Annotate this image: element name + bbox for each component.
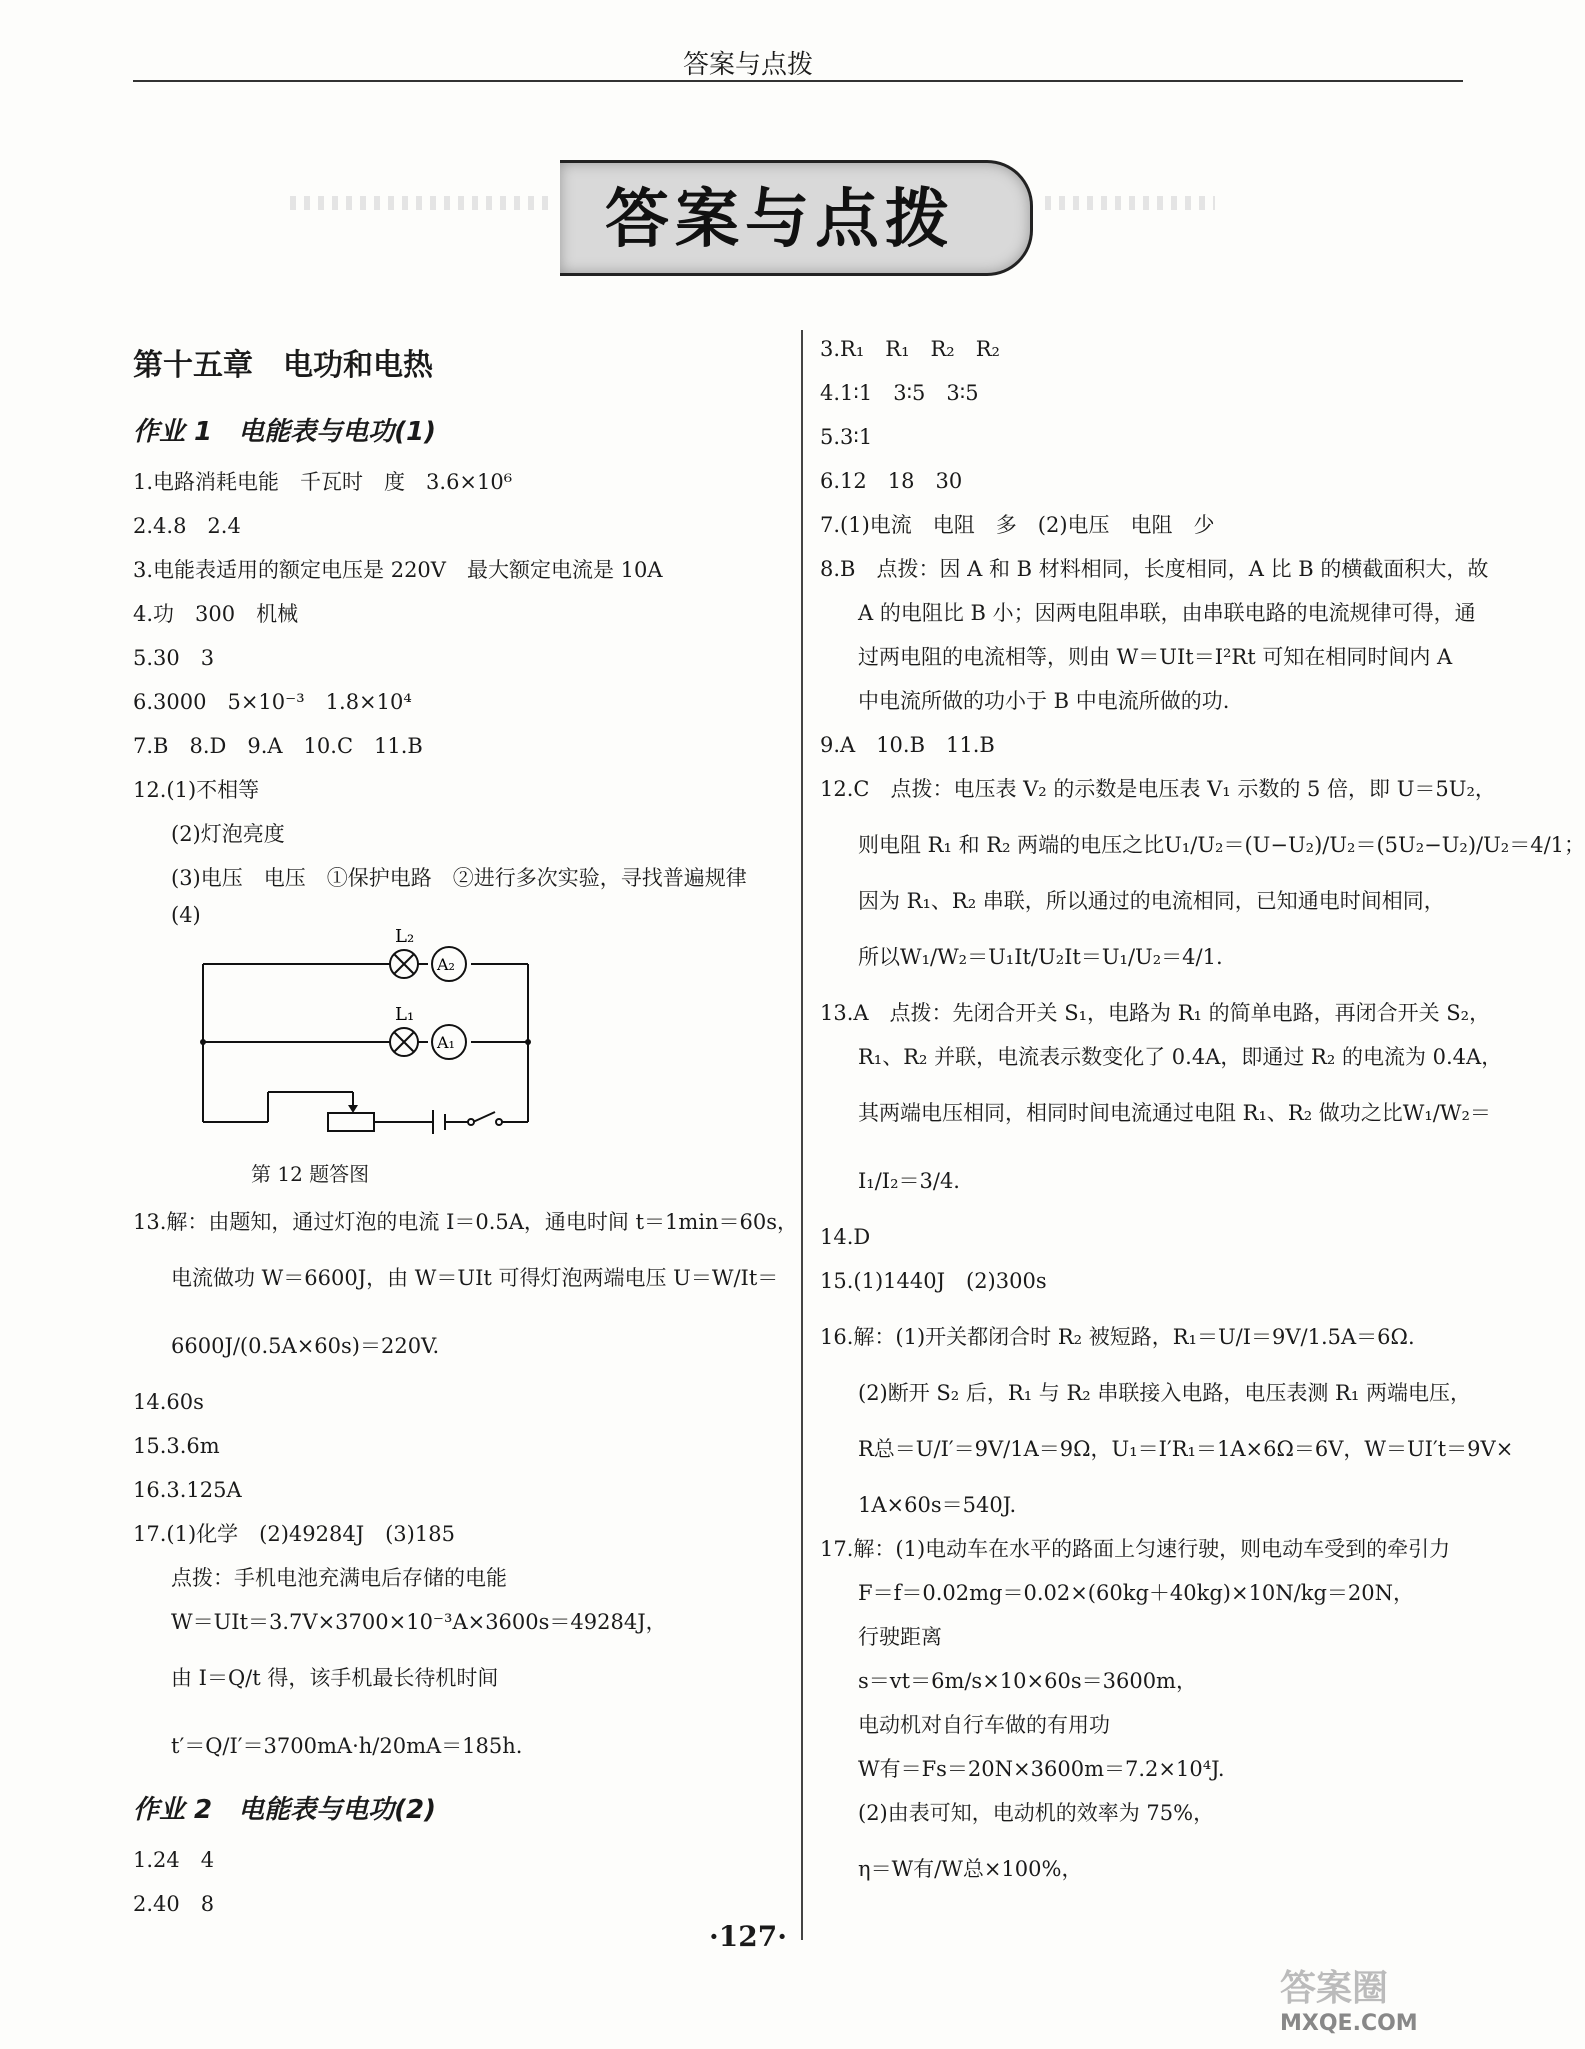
answer-line: 13.A 点拨：先闭合开关 S₁，电路为 R₁ 的简单电路，再闭合开关 S₂， xyxy=(820,1001,1491,1025)
banner-title: 答案与点拨 xyxy=(605,183,955,257)
answer-line: 7.(1)电流 电阻 多 (2)电压 电阻 少 xyxy=(820,513,1215,537)
watermark-url: MXQE.COM xyxy=(1280,2011,1418,2036)
answer-line: 13.解：由题知，通过灯泡的电流 I＝0.5A，通电时间 t＝1min＝60s， xyxy=(133,1210,799,1234)
header-rule xyxy=(133,80,1463,82)
answer-line: 9.A 10.B 11.B xyxy=(820,733,995,757)
answer-line: 2.4.8 2.4 xyxy=(133,514,241,538)
answer-line: 行驶距离 xyxy=(858,1625,942,1649)
lamp-l2-label: L₂ xyxy=(395,926,415,947)
answer-line: 由 I＝Q/t 得，该手机最长待机时间 xyxy=(171,1666,499,1690)
figure-caption: 第 12 题答图 xyxy=(251,1162,370,1186)
answer-line: 5.3∶1 xyxy=(820,425,873,449)
answer-line: 则电阻 R₁ 和 R₂ 两端的电压之比U₁/U₂＝(U−U₂)/U₂＝(5U₂−U₂)/U₂＝4/1； xyxy=(858,833,1585,857)
running-header: 答案与点拨 xyxy=(682,50,813,80)
answer-line: 14.60s xyxy=(133,1390,204,1414)
watermark-logo: 答案圈 xyxy=(1280,1968,1389,2009)
answer-line: (2)由表可知，电动机的效率为 75%， xyxy=(858,1801,1215,1825)
answer-line: (4) xyxy=(171,903,201,927)
lamp-l1-label: L₁ xyxy=(395,1004,415,1025)
answer-line: 4.1∶1 3∶5 3∶5 xyxy=(820,381,979,405)
answer-line: W有＝Fs＝20N×3600m＝7.2×10⁴J. xyxy=(858,1757,1225,1781)
answer-line: t′＝Q/I′＝3700mA·h/20mA＝185h. xyxy=(171,1734,523,1758)
answer-line: 其两端电压相同，相同时间电流通过电阻 R₁、R₂ 做功之比W₁/W₂＝ xyxy=(858,1101,1491,1125)
watermark xyxy=(1280,1960,1490,2040)
answer-line: 6.12 18 30 xyxy=(820,469,963,493)
answer-line: (3)电压 电压 ①保护电路 ②进行多次实验，寻找普遍规律 xyxy=(171,866,747,890)
answer-line: 15.3.6m xyxy=(133,1434,220,1458)
answer-line: (2)灯泡亮度 xyxy=(171,822,285,846)
banner-decoration-right xyxy=(1045,196,1215,210)
answer-line: 1.电路消耗电能 千瓦时 度 3.6×10⁶ xyxy=(133,470,513,494)
answer-line: F＝f＝0.02mg＝0.02×(60kg＋40kg)×10N/kg＝20N， xyxy=(858,1581,1415,1605)
answer-line: R₁、R₂ 并联，电流表示数变化了 0.4A，即通过 R₂ 的电流为 0.4A， xyxy=(858,1045,1503,1069)
ammeter-a2-label: A₂ xyxy=(437,955,455,974)
column-divider xyxy=(801,330,803,1940)
answer-line: 1A×60s＝540J. xyxy=(858,1493,1017,1517)
answer-line: 4.功 300 机械 xyxy=(133,602,299,626)
answer-line: 6600J/(0.5A×60s)＝220V. xyxy=(171,1334,440,1358)
answer-line: 12.(1)不相等 xyxy=(133,778,260,802)
chapter-title: 第十五章 电功和电热 xyxy=(133,348,433,383)
right-column xyxy=(820,327,1585,1903)
answer-line: 17.解：(1)电动车在水平的路面上匀速行驶，则电动车受到的牵引力 xyxy=(820,1537,1451,1561)
answer-line: 所以W₁/W₂＝U₁It/U₂It＝U₁/U₂＝4/1. xyxy=(858,945,1223,969)
answer-line: 16.3.125A xyxy=(133,1478,242,1502)
answer-line: 中电流所做的功小于 B 中电流所做的功. xyxy=(858,689,1230,713)
answer-line: 8.B 点拨：因 A 和 B 材料相同，长度相同，A 比 B 的横截面积大，故 xyxy=(820,557,1489,581)
answer-line: 7.B 8.D 9.A 10.C 11.B xyxy=(133,734,423,758)
circuit-diagram xyxy=(133,922,593,1152)
answer-line: 14.D xyxy=(820,1225,871,1249)
answer-line: 6.3000 5×10⁻³ 1.8×10⁴ xyxy=(133,690,412,714)
answer-line: 1.24 4 xyxy=(133,1848,215,1872)
answer-line: 3.R₁ R₁ R₂ R₂ xyxy=(820,337,1000,361)
answer-line: 电动机对自行车做的有用功 xyxy=(858,1713,1110,1737)
answer-line: A 的电阻比 B 小；因两电阻串联，由串联电路的电流规律可得，通 xyxy=(858,601,1476,625)
homework-1-title: 作业 1 电能表与电功(1) xyxy=(133,417,436,447)
answer-line: (2)断开 S₂ 后，R₁ 与 R₂ 串联接入电路，电压表测 R₁ 两端电压， xyxy=(858,1381,1471,1405)
ammeter-a1-label: A₁ xyxy=(437,1033,455,1052)
answer-line: 16.解：(1)开关都闭合时 R₂ 被短路，R₁＝U/I＝9V/1.5A＝6Ω. xyxy=(820,1325,1415,1349)
left-column xyxy=(133,344,799,1926)
answer-line: W＝UIt＝3.7V×3700×10⁻³A×3600s＝49284J， xyxy=(171,1610,667,1634)
answer-line: 点拨：手机电池充满电后存储的电能 xyxy=(171,1566,507,1590)
page-number: ·127· xyxy=(709,1920,787,1953)
answer-line: R总＝U/I′＝9V/1A＝9Ω，U₁＝I′R₁＝1A×6Ω＝6V，W＝UI′t＝9V× xyxy=(858,1437,1514,1461)
answer-line: 12.C 点拨：电压表 V₂ 的示数是电压表 V₁ 示数的 5 倍，即 U＝5U₂， xyxy=(820,777,1496,801)
circuit-diagram-svg xyxy=(133,922,593,1152)
answer-line: 过两电阻的电流相等，则由 W＝UIt＝I²Rt 可知在相同时间内 A xyxy=(858,645,1453,669)
answer-line: 3.电能表适用的额定电压是 220V 最大额定电流是 10A xyxy=(133,558,663,582)
answer-line: η＝W有/W总×100%， xyxy=(858,1857,1083,1881)
answer-line: 15.(1)1440J (2)300s xyxy=(820,1269,1047,1293)
banner-decoration-left xyxy=(290,196,550,210)
homework-2-title: 作业 2 电能表与电功(2) xyxy=(133,1795,436,1825)
answer-line: s＝vt＝6m/s×10×60s＝3600m， xyxy=(858,1669,1197,1693)
answer-line: 5.30 3 xyxy=(133,646,215,670)
answer-line: 2.40 8 xyxy=(133,1892,215,1916)
answer-line: 电流做功 W＝6600J，由 W＝UIt 可得灯泡两端电压 U＝W/It＝ xyxy=(171,1266,779,1290)
answer-line: I₁/I₂＝3/4. xyxy=(858,1169,960,1193)
answer-line: 因为 R₁、R₂ 串联，所以通过的电流相同，已知通电时间相同， xyxy=(858,889,1445,913)
answer-line: 17.(1)化学 (2)49284J (3)185 xyxy=(133,1522,455,1546)
